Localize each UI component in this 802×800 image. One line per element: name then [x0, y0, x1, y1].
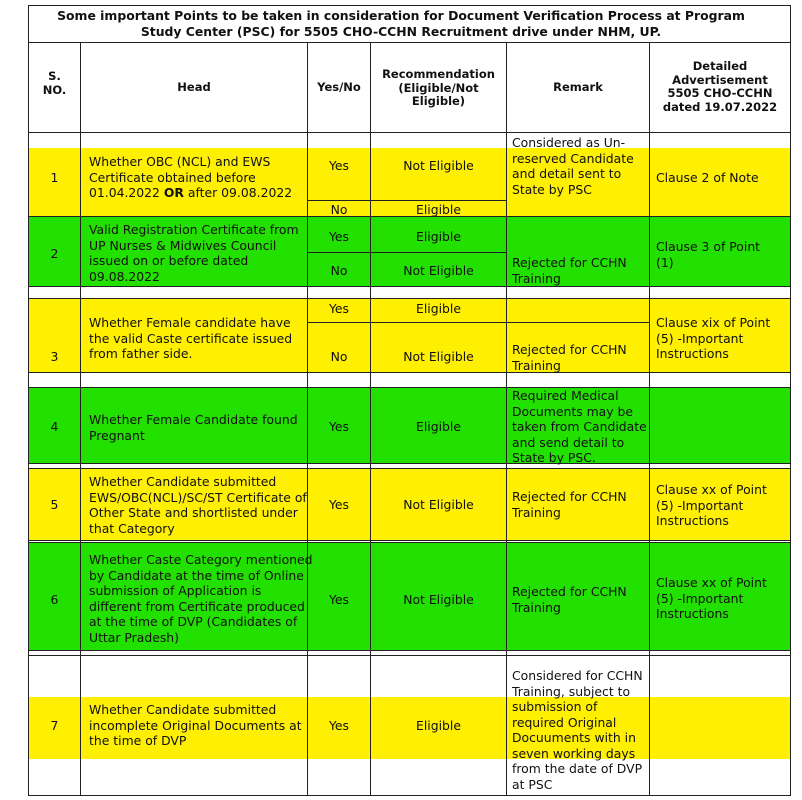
row-4-yes: Yes: [328, 419, 349, 434]
row-6-remark: Rejected for CCHN Training: [512, 584, 627, 615]
row-2-no-recommendation: Not Eligible: [403, 263, 474, 278]
row-2-number: 2: [50, 246, 59, 261]
row-6-head: Whether Caste Category mentioned by Candidate at the time of Online submission of Application is different from Certificate produced at the time of DVP (Candidates of Uttar Pradesh): [89, 552, 313, 645]
row-4-remark: Required Medical Documents may be taken from Candidate and send detail to State by PSC.: [512, 388, 647, 465]
row-3-no-recommendation: Not Eligible: [403, 349, 474, 364]
row-5-advertisement: Clause xx of Point (5) -Important Instructions: [656, 482, 767, 528]
row-7-number: 7: [50, 718, 59, 733]
row-4-number: 4: [50, 419, 59, 434]
header-head: Head: [177, 80, 211, 94]
row-1-remark: Considered as Un- reserved Candidate and detail sent to State by PSC: [512, 135, 634, 197]
row-1-yes-recommendation: Not Eligible: [403, 158, 474, 173]
row-3-advertisement: Clause xix of Point (5) -Important Instructions: [656, 315, 771, 361]
row-6-yes: Yes: [328, 592, 349, 607]
row-2-advertisement: Clause 3 of Point (1): [656, 239, 761, 270]
page-title: Some important Points to be taken in consideration for Document Verification Process at Program Study Center (PSC) for 5505 CHO-CCHN Recruitment drive under NHM, UP.: [57, 8, 745, 39]
row-7-yes: Yes: [328, 718, 349, 733]
row-5-recommendation: Not Eligible: [403, 497, 474, 512]
row-7-recommendation: Eligible: [416, 718, 461, 733]
row-4-head: Whether Female Candidate found Pregnant: [89, 412, 298, 443]
row-3-number: 3: [50, 349, 59, 364]
row-1-no: No: [330, 202, 348, 217]
row-5-remark: Rejected for CCHN Training: [512, 489, 627, 520]
row-4-recommendation: Eligible: [416, 419, 461, 434]
row-3-no: No: [330, 349, 348, 364]
row-2-head: Valid Registration Certificate from UP Nurses & Midwives Council issued on or before dated 09.08.2022: [89, 222, 299, 284]
row-6-recommendation: Not Eligible: [403, 592, 474, 607]
row-1-head: Whether OBC (NCL) and EWS Certificate obtained before 01.04.2022 OR after 09.08.2022: [89, 154, 293, 200]
row-2-remark: Rejected for CCHN Training: [512, 255, 627, 286]
row-7-head: Whether Candidate submitted incomplete Original Documents at the time of DVP: [89, 702, 302, 748]
row-1-number: 1: [50, 170, 59, 185]
row-5-head: Whether Candidate submitted EWS/OBC(NCL)/SC/ST Certificate of Other State and shortlisted under that Category: [89, 474, 307, 536]
header-yes-no: Yes/No: [317, 80, 361, 94]
row-7-remark: Considered for CCHN Training, subject to submission of required Original Docuuments with in seven working days from the date of DVP at PSC: [512, 668, 643, 792]
row-5-yes: Yes: [328, 497, 349, 512]
row-2-yes-recommendation: Eligible: [416, 229, 461, 244]
header-sno: S. NO.: [42, 69, 67, 97]
header-advertisement: Detailed Advertisement 5505 CHO-CCHN dated 19.07.2022: [662, 59, 778, 114]
row-3-yes-recommendation: Eligible: [416, 301, 461, 316]
row-5-number: 5: [50, 497, 59, 512]
row-6-number: 6: [50, 592, 59, 607]
row-3-yes: Yes: [328, 301, 349, 316]
header-remark: Remark: [553, 80, 603, 94]
row-1-no-recommendation: Eligible: [416, 202, 461, 217]
row-6-advertisement: Clause xx of Point (5) -Important Instructions: [656, 575, 767, 621]
row-3-head: Whether Female candidate have the valid Caste certificate issued from father side.: [89, 315, 293, 361]
row-3-remark: Rejected for CCHN Training: [512, 342, 627, 373]
row-2-yes: Yes: [328, 229, 349, 244]
header-recommendation: Recommendation (Eligible/Not Eligible): [382, 67, 495, 108]
row-2-no: No: [330, 263, 348, 278]
row-1-advertisement: Clause 2 of Note: [656, 170, 759, 185]
row-1-yes: Yes: [328, 158, 349, 173]
